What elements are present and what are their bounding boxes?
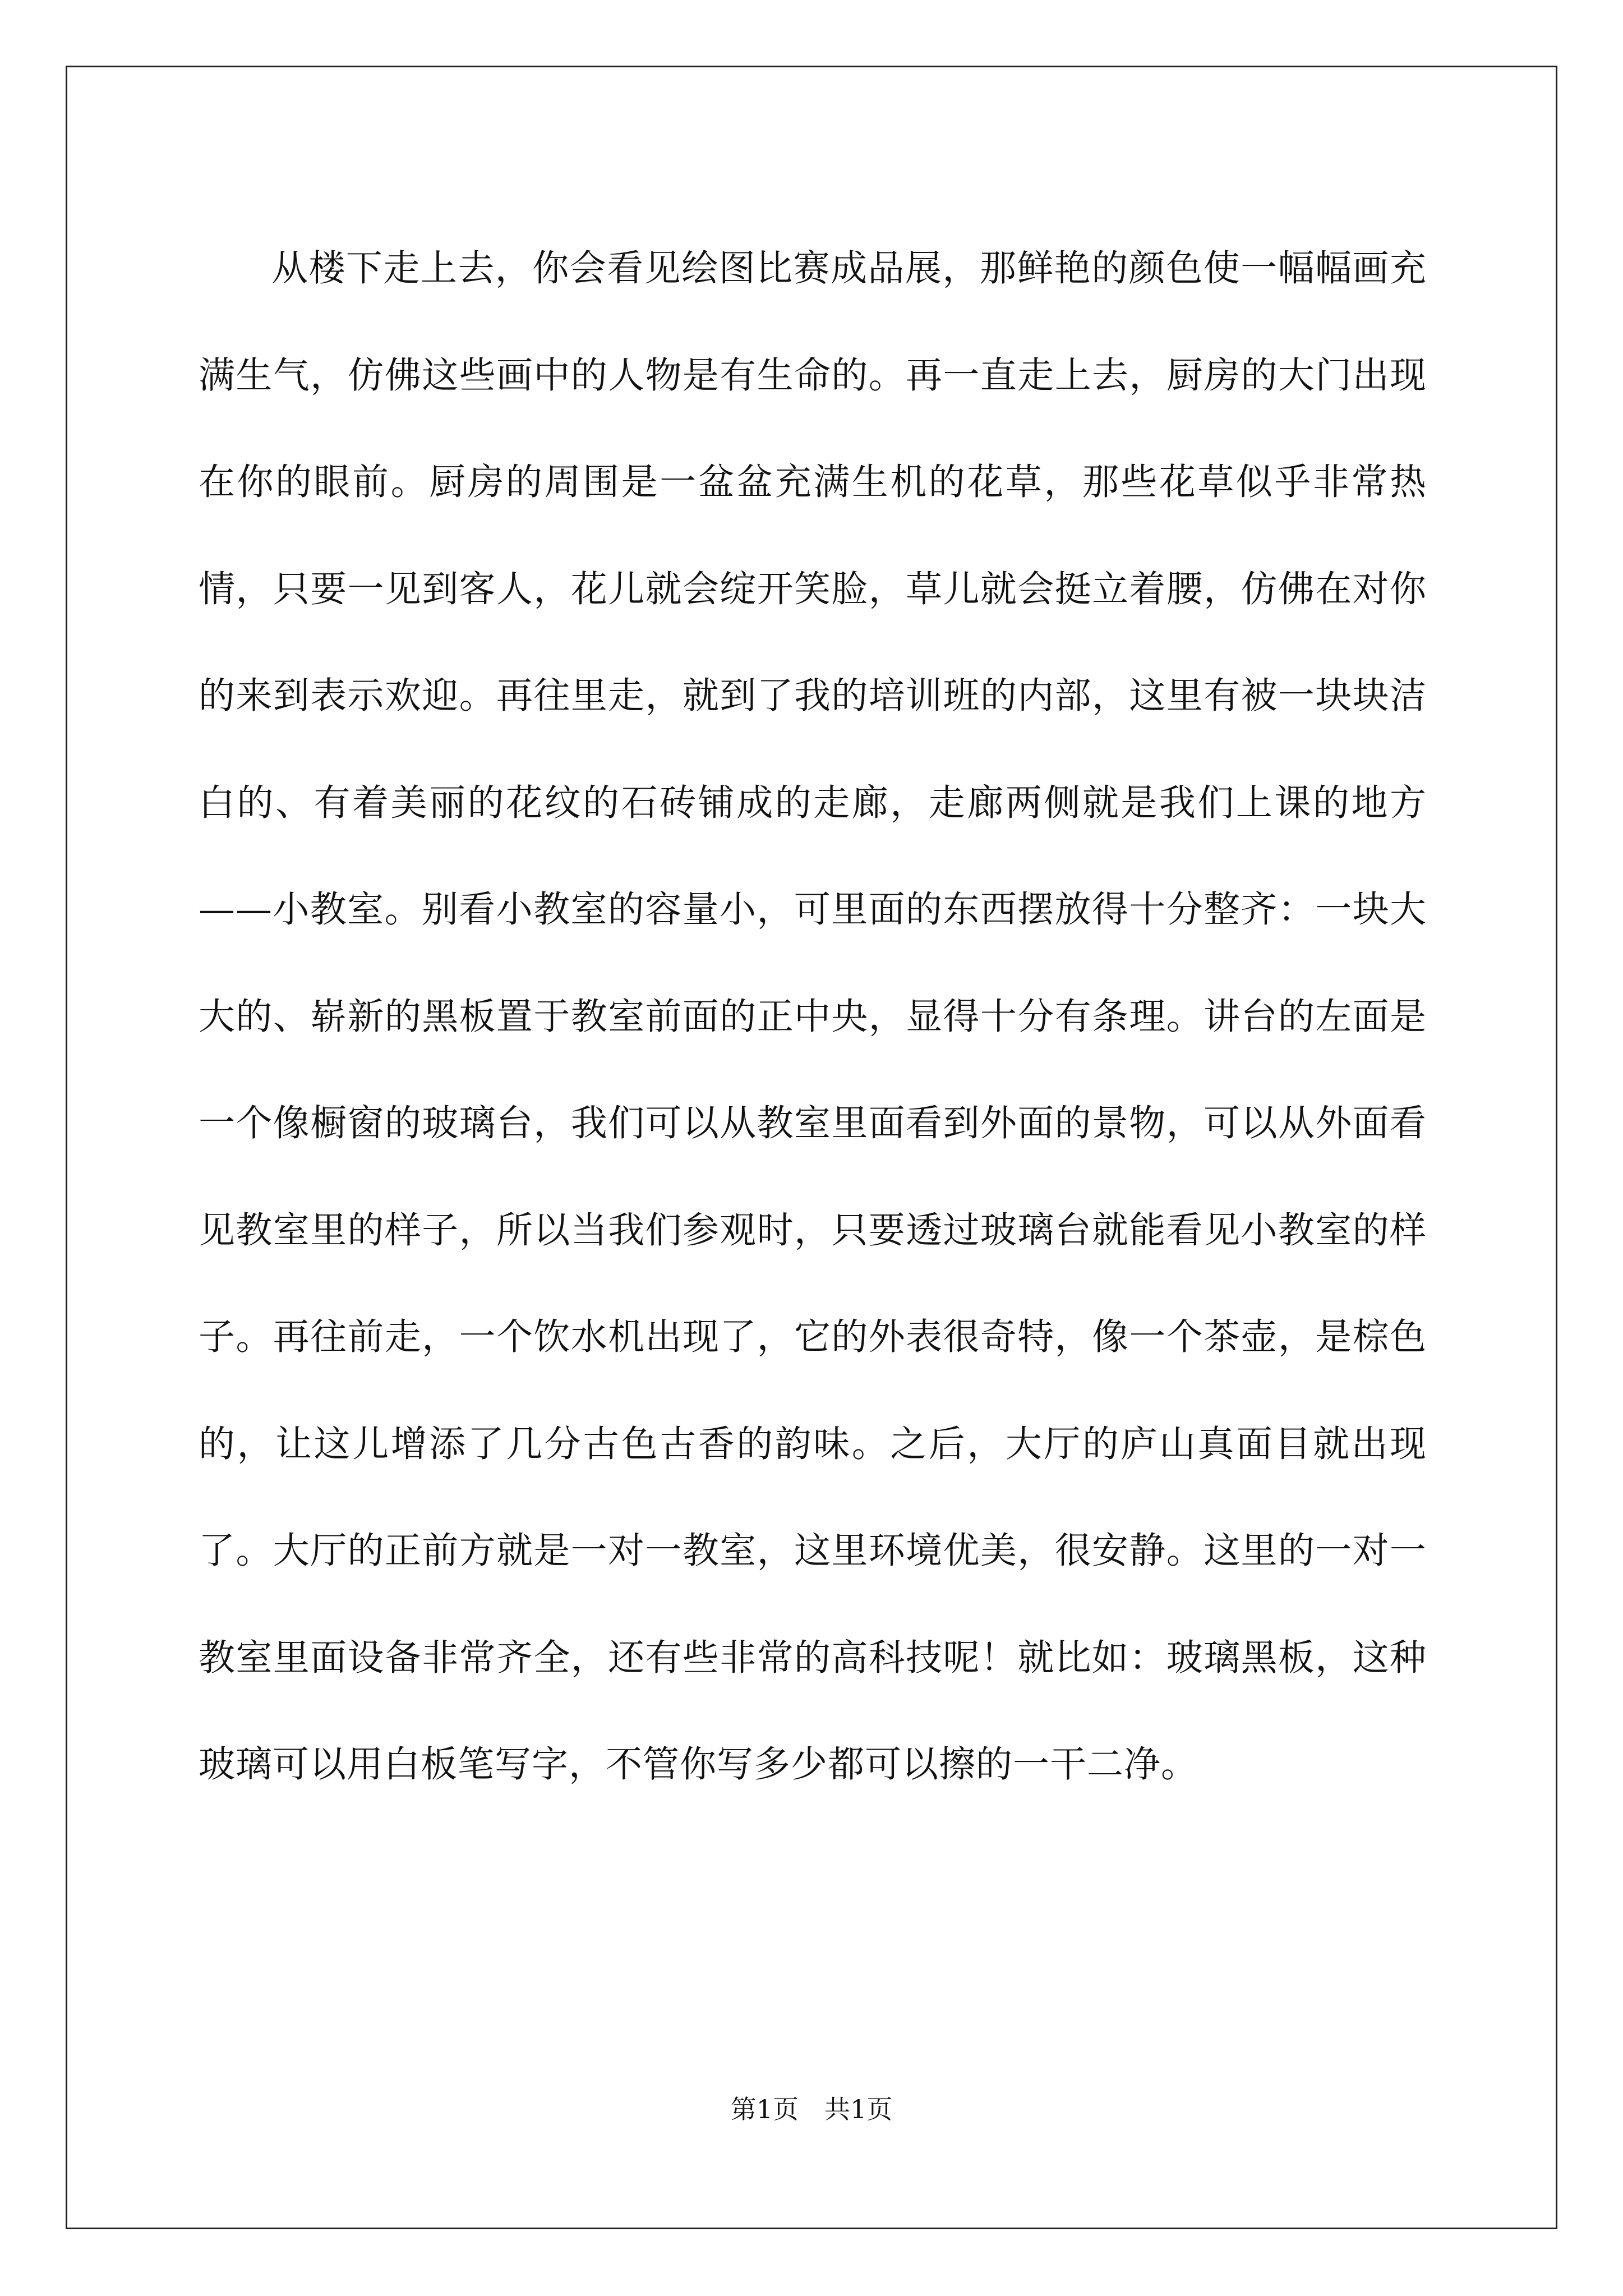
page-number-footer: 第1页 共1页 — [730, 2094, 893, 2124]
body-paragraph: 从楼下走上去，你会看见绘图比赛成品展，那鲜艳的颜色使一幅幅画充满生气，仿佛这些画中的人物是有生命的。再一直走上去，厨房的大门出现在你的眼前。厨房的周围是一盆盆充满生机的花草，那些花草似乎非常热情，只要一见到客人，花儿就会绽开笑脸，草儿就会挺立着腰，仿佛在对你的来到表示欢迎。再往里走，就到了我的培训班的内部，这里有被一块块洁白的、有着美丽的花纹的石砖铺成的走廊，走廊两侧就是我们上课的地方——小教室。别看小教室的容量小，可里面的东西摆放得十分整齐：一块大大的、崭新的黑板置于教室前面的正中央，显得十分有条理。讲台的左面是一个像橱窗的玻璃台，我们可以从教室里面看到外面的景物，可以从外面看见教室里的样子，所以当我们参观时，只要透过玻璃台就能看见小教室的样子。再往前走，一个饮水机出现了，它的外表很奇特，像一个茶壶，是棕色的，让这儿增添了几分古色古香的韵味。之后，大厅的庐山真面目就出现了。大厅的正前方就是一对一教室，这里环境优美，很安静。这里的一对一教室里面设备非常齐全，还有些非常的高科技呢！就比如：玻璃黑板，这种玻璃可以用白板笔写字，不管你写多少都可以擦的一干二净。 — [199, 247, 1427, 1786]
